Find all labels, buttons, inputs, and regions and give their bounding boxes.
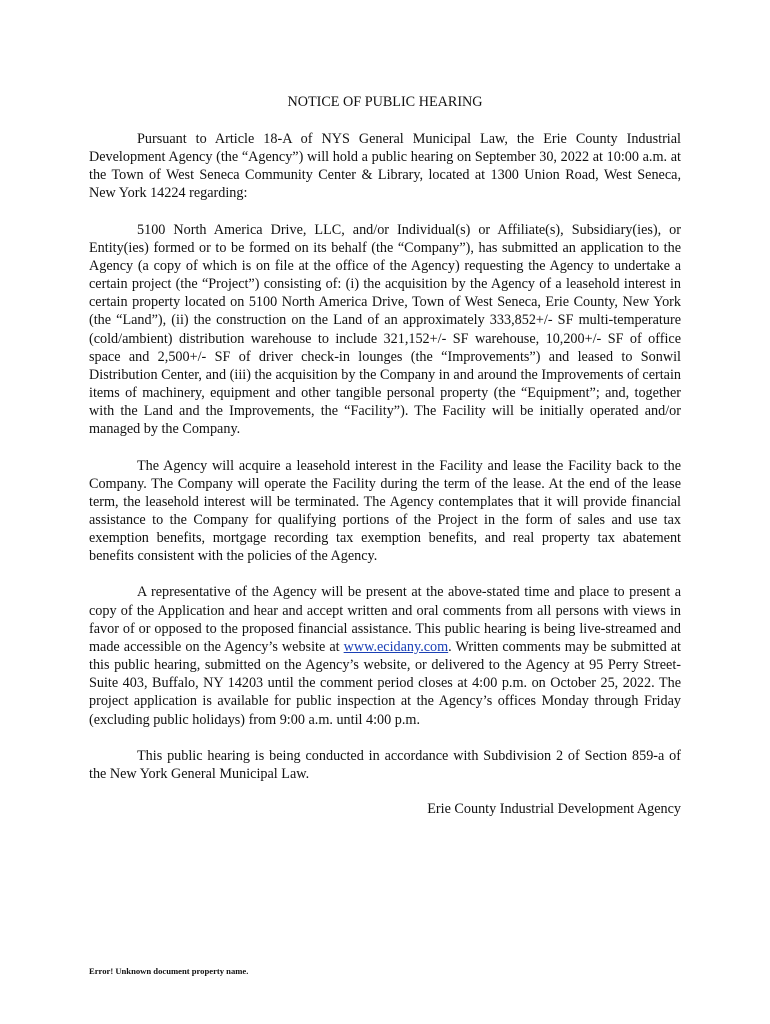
paragraph-comments (89, 583, 681, 728)
paragraph-financial-assistance: The Agency will acquire a leasehold interest in the Facility and lease the Facility back to the Company. The Company will operate the Facility during the term of the lease. At the end of the lease term, the leasehold interest will be terminated. The Agency contemplates that it will provide financial assistance to the Company for qualifying portions of the Project in the form of sales and use tax exemption benefits, mortgage recording tax exemption benefits, and real property tax abatement benefits consistent with the policies of the Agency. (89, 457, 681, 565)
notice-body (89, 130, 681, 836)
comments-text-before-link: A representative of the Agency will be present at the above-stated time and place to present a copy of the Application and hear and accept written and oral comments from all persons with views in favor of or opposed to the proposed financial assistance. This public hearing is being live-streamed and made accessible on the Agency’s website at (89, 584, 681, 655)
paragraph-hearing-announcement: Pursuant to Article 18-A of NYS General Municipal Law, the Erie County Industrial Development Agency (the “Agency”) will hold a public hearing on September 30, 2022 at 10:00 a.m. at the Town of West Seneca Community Center & Library, located at 1300 Union Road, West Seneca, New York 14224 regarding: (89, 131, 681, 202)
comments-text-after-link: . Written comments may be submitted at this public hearing, submitted on the Agency’s website, or delivered to the Agency at 95 Perry Street-Suite 403, Buffalo, NY 14203 until the comment period closes at 4:00 p.m. on October 25, 2022. The project application is available for public inspection at the Agency’s offices Monday through Friday (excluding public holidays) from 9:00 a.m. until 4:00 p.m. (89, 638, 681, 728)
agency-website-link[interactable]: www.ecidany.com (343, 638, 449, 655)
footer-field-error: Error! Unknown document property name. (89, 966, 249, 976)
paragraph-project-description: 5100 North America Drive, LLC, and/or Individual(s) or Affiliate(s), Subsidiary(ies), or Entity(ies) formed or to be formed on its behalf (the “Company”), has submitted an application to the Agency (a copy of which is on file at the office of the Agency) requesting the Agency to undertake a certain project (the “Project”) consisting of: (i) the acquisition by the Agency of a leasehold interest in certain property located on 5100 North America Drive, Town of West Seneca, Erie County, New York (the “Land”), (ii) the construction on the Land of an approximately 333,852+/- SF multi-temperature (cold/ambient) distribution warehouse to include 321,152+/- SF warehouse, 10,200+/- SF of office space and 2,500+/- SF of driver check-in lounges (the “Improvements”) and leased to Sonwil Distribution Center, and (iii) the acquisition by the Company in and around the Improvements of certain items of machinery, equipment and other tangible personal property (the “Equipment”; and, together with the Land and the Improvements, the “Facility”). The Facility will be initially operated and/or managed by the Company. (89, 221, 681, 438)
notice-title: NOTICE OF PUBLIC HEARING (287, 94, 483, 110)
agency-signature: Erie County Industrial Development Agency (427, 801, 681, 817)
paragraph-legal-basis: This public hearing is being conducted in accordance with Subdivision 2 of Section 859-a of the New York General Municipal Law. (89, 747, 681, 782)
